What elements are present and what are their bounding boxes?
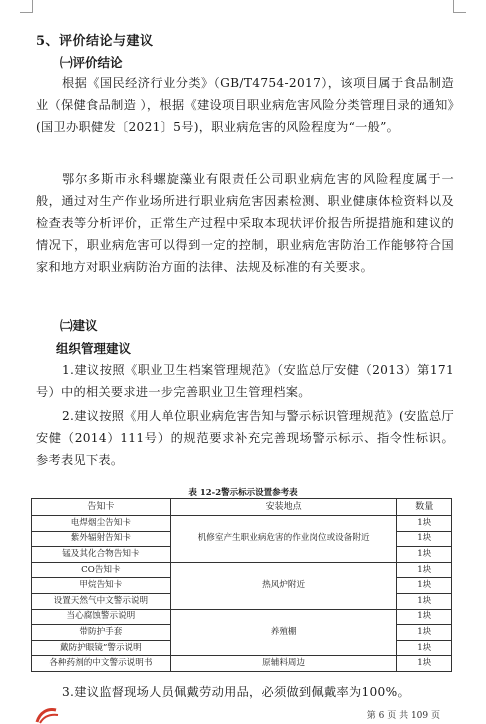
table-row <box>32 656 452 672</box>
cell-card: 带防护手套 <box>32 625 171 641</box>
paragraph-warning-sign-suggestion: 2.建议按照《用人单位职业病危害告知与警示标识管理规范》(安监总厅安健（2014）111号）的规范要求补充完善现场警示标示、指令性标识。参考表见下表。 <box>36 409 454 467</box>
paragraph-ppe-suggestion: 3.建议监督现场人员佩戴劳动用品，必须做到佩戴率为100%。 <box>62 685 410 699</box>
subheading-suggestions: ㈡建议 <box>60 318 98 333</box>
table-row <box>32 516 452 532</box>
warning-sign-table <box>31 498 452 672</box>
cell-qty: 1块 <box>397 593 452 609</box>
table-row <box>32 609 452 625</box>
table-row <box>32 562 452 578</box>
cell-location: 热风炉附近 <box>170 562 397 609</box>
cell-location: 原辅料周边 <box>170 656 397 672</box>
cell-card: 各种药剂的中文警示说明书 <box>32 656 171 672</box>
cell-qty: 1块 <box>397 562 452 578</box>
cell-qty: 1块 <box>397 609 452 625</box>
cell-qty: 1块 <box>397 640 452 656</box>
company-logo-icon <box>34 706 60 724</box>
cell-qty: 1块 <box>397 656 452 672</box>
cell-qty: 1块 <box>397 625 452 641</box>
paragraph-industry-classification: 根据《国民经济行业分类》（GB/T4754-2017），该项目属于食品制造业（保健食品制造 ），根据《建设项目职业病危害风险分类管理目录的通知》(国卫办职健发〔2021〕5号)，职业病危害的风险程度为“一般”。 <box>36 76 454 134</box>
paragraph-risk-evaluation: 鄂尔多斯市永科螺旋藻业有限责任公司职业病危害的风险程度属于一般，通过对生产作业场所进行职业病危害因素检测、职业健康体检资料以及检查表等分析评价，正常生产过程中采取本现状评价报告所提措施和建议的情况下，职业病危害可以得到一定的控制，职业病危害防治工作能够符合国家和地方对职业病防治方面的法律、法规及标准的有关要求。 <box>36 172 454 274</box>
header-quantity: 数量 <box>397 499 452 516</box>
cell-card: 甲烷告知卡 <box>32 578 171 594</box>
table-caption: 表 12-2警示标示设置参考表 <box>188 488 298 498</box>
cell-qty: 1块 <box>397 547 452 563</box>
cell-card: 锰及其化合物告知卡 <box>32 547 171 563</box>
cell-card: 电焊烟尘告知卡 <box>32 516 171 532</box>
paragraph-archive-suggestion: 1.建议按照《职业卫生档案管理规范》（安监总厅安健（2013）第171号）中的相关要求进一步完善职业卫生管理档案。 <box>36 363 454 399</box>
cell-card: CO告知卡 <box>32 562 171 578</box>
page-number: 第 6 页 共 109 页 <box>366 711 440 721</box>
crop-mark-top-left <box>20 0 33 13</box>
subheading-conclusion: ㈠评价结论 <box>60 55 123 70</box>
header-location: 安装地点 <box>170 499 397 516</box>
cell-location: 机修室产生职业病危害的作业岗位或设备附近 <box>170 516 397 563</box>
crop-mark-top-right <box>453 0 466 13</box>
cell-qty: 1块 <box>397 516 452 532</box>
cell-qty: 1块 <box>397 578 452 594</box>
header-card: 告知卡 <box>32 499 171 516</box>
section-title: 5、评价结论与建议 <box>36 34 154 49</box>
cell-location: 养殖棚 <box>170 609 397 656</box>
cell-card: 当心腐蚀警示说明 <box>32 609 171 625</box>
cell-card: 设置天然气中文警示说明 <box>32 593 171 609</box>
subheading-management: 组织管理建议 <box>56 341 132 356</box>
cell-qty: 1块 <box>397 531 452 547</box>
cell-card: 戴防护眼镜”警示说明 <box>32 640 171 656</box>
table-header-row <box>32 499 452 516</box>
cell-card: 紫外辐射告知卡 <box>32 531 171 547</box>
